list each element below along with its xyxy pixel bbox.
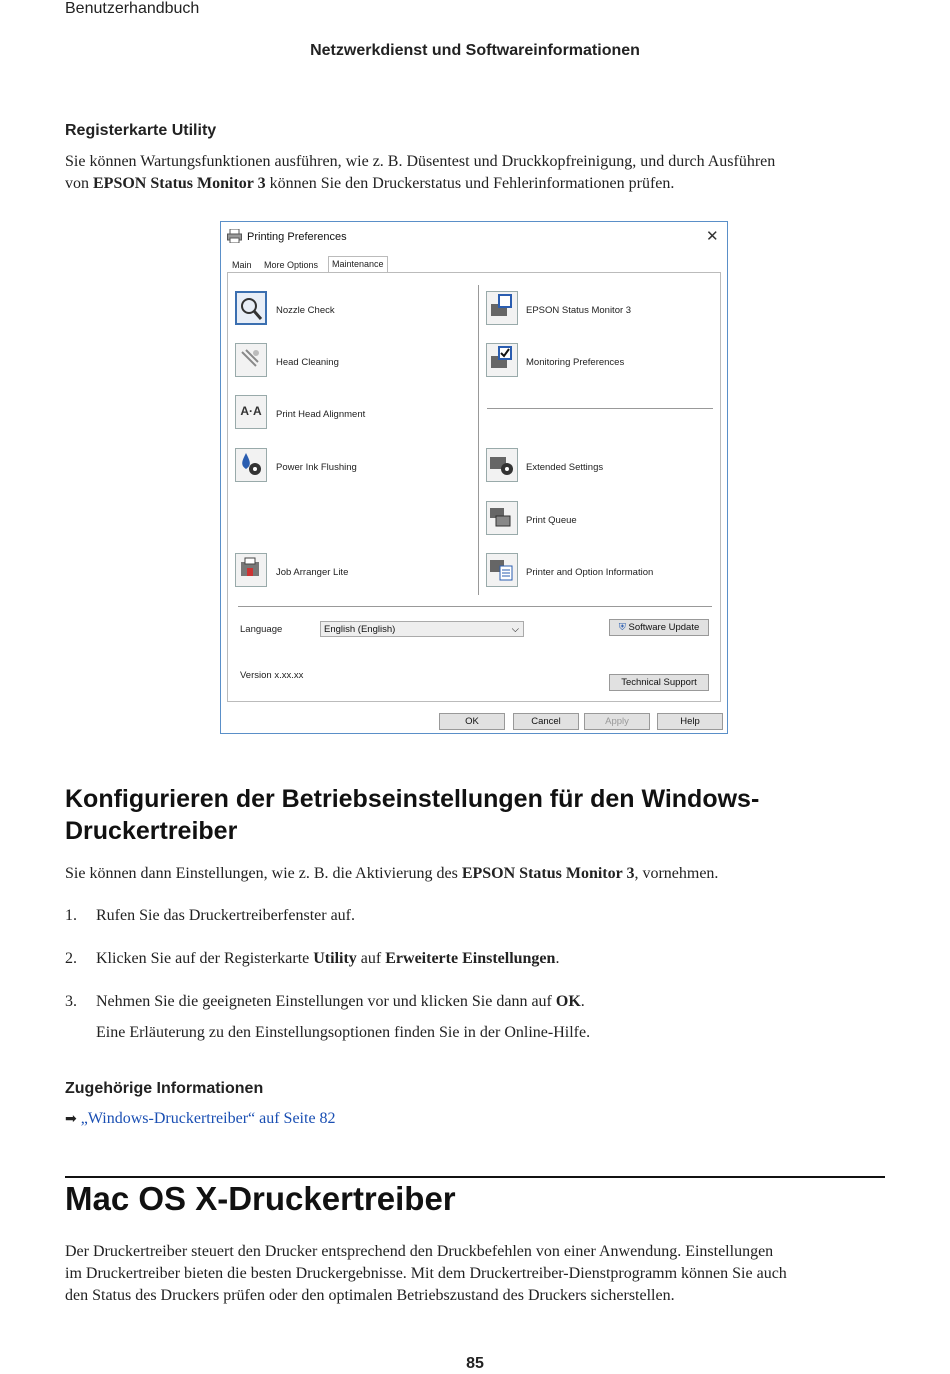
related-link-row bbox=[65, 1108, 336, 1130]
mac-paragraph: Der Druckertreiber steuert den Drucker entsprechend den Druckbefehlen von einer Anwendung. Einstellungen im Druckertreiber bieten die besten Druckergebnisse. Mit dem Druckertreiber-Dienstprogramm können Sie auch den Status des Druckers prüfen oder den optimalen Betriebszustand des Druckers sicherstellen. bbox=[65, 1243, 787, 1304]
tab-main[interactable]: Main bbox=[232, 260, 252, 270]
chevron-down-icon: ⌵ bbox=[511, 624, 519, 635]
monitoring-preferences-label[interactable]: Monitoring Preferences bbox=[526, 357, 625, 368]
section-rule bbox=[65, 1176, 885, 1178]
monitoring-preferences-icon[interactable] bbox=[486, 343, 518, 377]
right-column-divider bbox=[487, 408, 713, 409]
konfig-intro: Sie können dann Einstellungen, wie z. B. die Aktivierung des EPSON Status Monitor 3, vornehmen. bbox=[65, 865, 719, 882]
head-cleaning-label[interactable]: Head Cleaning bbox=[276, 357, 339, 368]
print-head-alignment-icon[interactable]: A·A bbox=[235, 395, 267, 429]
document-title: Benutzerhandbuch bbox=[65, 0, 200, 17]
extended-settings-label[interactable]: Extended Settings bbox=[526, 462, 604, 473]
step-3-note: Eine Erläuterung zu den Einstellungsoptionen finden Sie in der Online-Hilfe. bbox=[96, 1024, 591, 1041]
utility-line-1: Sie können Wartungsfunktionen ausführen, wie z. B. Düsentest und Druckkopfreinigung, und durch Ausführen bbox=[65, 153, 776, 170]
shield-icon: ⛨ bbox=[618, 622, 626, 633]
konfig-heading: Konfigurieren der Betriebseinstellungen für den Windows- Druckertreiber bbox=[65, 785, 760, 845]
tab-maintenance[interactable]: Maintenance bbox=[328, 256, 388, 273]
job-arranger-lite-icon[interactable] bbox=[235, 553, 267, 587]
nozzle-check-label[interactable]: Nozzle Check bbox=[276, 305, 335, 316]
step-1: 1. Rufen Sie das Druckertreiberfenster auf. bbox=[65, 907, 355, 924]
language-select[interactable]: English (English) ⌵ bbox=[320, 621, 524, 637]
epson-status-monitor-label[interactable]: EPSON Status Monitor 3 bbox=[526, 305, 632, 316]
software-update-button[interactable]: ⛨ Software Update bbox=[609, 619, 709, 636]
maintenance-panel bbox=[227, 272, 721, 702]
extended-settings-icon[interactable] bbox=[486, 448, 518, 482]
tab-more-options[interactable]: More Options bbox=[264, 260, 319, 270]
power-ink-flushing-label[interactable]: Power Ink Flushing bbox=[276, 462, 357, 473]
print-queue-icon[interactable] bbox=[486, 501, 518, 535]
help-button[interactable]: Help bbox=[657, 713, 723, 730]
print-queue-label[interactable]: Print Queue bbox=[526, 515, 577, 526]
chapter-title: Netzwerkdienst und Softwareinformationen bbox=[310, 42, 640, 59]
nozzle-check-icon[interactable] bbox=[235, 291, 267, 325]
cancel-button[interactable]: Cancel bbox=[513, 713, 579, 730]
epson-status-monitor-icon[interactable] bbox=[486, 291, 518, 325]
printer-option-information-icon[interactable] bbox=[486, 553, 518, 587]
bottom-divider bbox=[238, 606, 712, 607]
close-icon[interactable]: ✕ bbox=[706, 228, 719, 245]
arrow-right-icon: ➡ bbox=[65, 1111, 77, 1127]
printer-option-information-label[interactable]: Printer and Option Information bbox=[526, 567, 654, 578]
step-3: 3. Nehmen Sie die geeigneten Einstellungen vor und klicken Sie dann auf OK. bbox=[65, 993, 585, 1010]
utility-paragraph bbox=[65, 151, 895, 195]
print-head-alignment-label[interactable]: Print Head Alignment bbox=[276, 409, 366, 420]
job-arranger-lite-label[interactable]: Job Arranger Lite bbox=[276, 567, 349, 578]
tab-bar bbox=[227, 256, 721, 272]
vertical-divider bbox=[478, 285, 479, 595]
apply-button[interactable]: Apply bbox=[584, 713, 650, 730]
head-cleaning-icon[interactable] bbox=[235, 343, 267, 377]
mac-heading: Mac OS X-Druckertreiber bbox=[65, 1180, 456, 1217]
language-label: Language bbox=[240, 624, 283, 635]
related-heading: Zugehörige Informationen bbox=[65, 1080, 264, 1097]
windows-druckertreiber-link[interactable]: „Windows-Druckertreiber“ auf Seite 82 bbox=[80, 1110, 336, 1127]
printing-preferences-dialog bbox=[220, 221, 728, 734]
technical-support-button[interactable]: Technical Support bbox=[609, 674, 709, 691]
printer-icon bbox=[227, 229, 242, 243]
ok-button[interactable]: OK bbox=[439, 713, 505, 730]
page-number: 85 bbox=[466, 1355, 484, 1372]
utility-heading: Registerkarte Utility bbox=[65, 122, 217, 139]
version-label: Version x.xx.xx bbox=[240, 670, 304, 681]
utility-line-2: von EPSON Status Monitor 3 können Sie den Druckerstatus und Fehlerinformationen prüfen. bbox=[65, 175, 675, 192]
step-2: 2. Klicken Sie auf der Registerkarte Utility auf Erweiterte Einstellungen. bbox=[65, 950, 560, 967]
dialog-title: Printing Preferences bbox=[247, 231, 347, 243]
power-ink-flushing-icon[interactable] bbox=[235, 448, 267, 482]
